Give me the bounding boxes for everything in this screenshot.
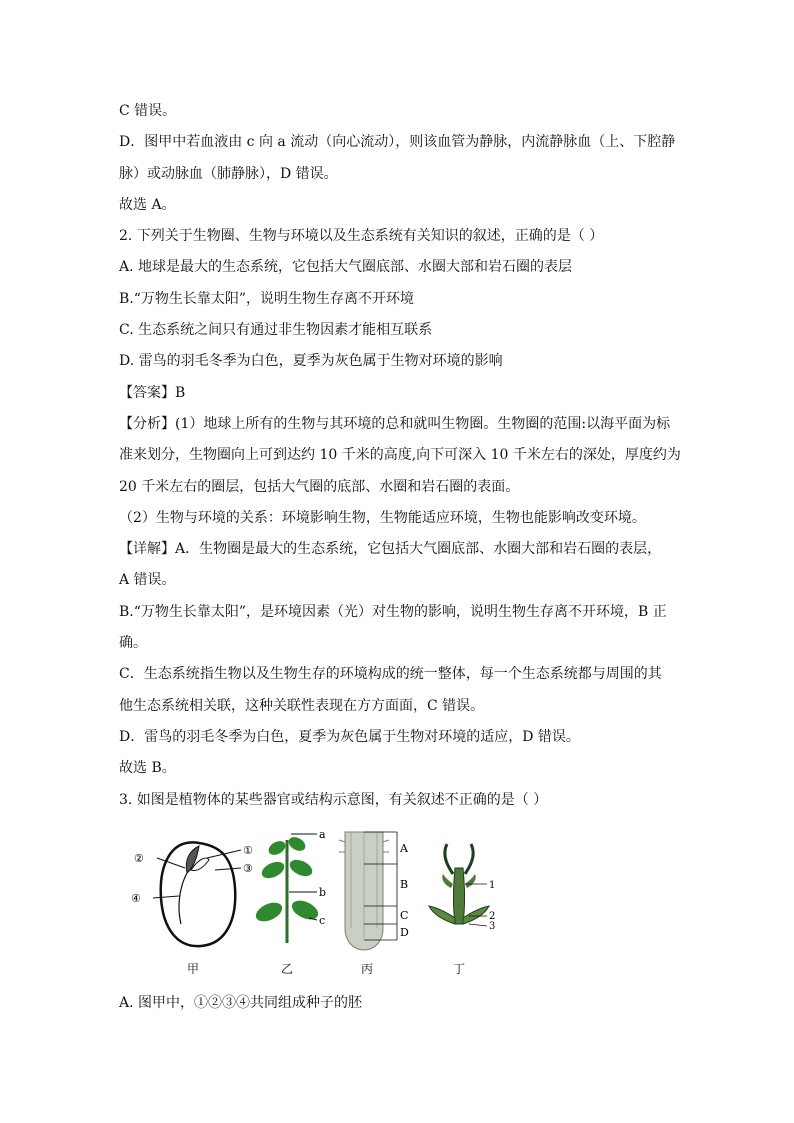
label-2: ②: [134, 851, 144, 865]
label-D: D: [400, 925, 409, 939]
text-line: C 错误。: [119, 103, 177, 119]
question-2-stem: 2. 下列关于生物圈、生物与环境以及生态系统有关知识的叙述，正确的是（ ）: [119, 228, 604, 245]
analysis-line: （2）生物与环境的关系：环境影响生物，生物能适应环境，生物也能影响改变环境。: [119, 509, 646, 526]
detail-line: 确。: [119, 635, 147, 652]
label-3: 3: [489, 920, 496, 932]
caption-ding: 丁: [453, 961, 466, 976]
text-line: 故选 A。: [119, 196, 176, 213]
caption-jia: 甲: [187, 961, 200, 976]
label-1: ①: [243, 843, 253, 857]
detail-line: 他生态系统相关联，这种关联性表现在方方面面，C 错误。: [119, 697, 485, 714]
option-b: B.“万物生长靠太阳”，说明生物生存离不开环境: [119, 290, 415, 307]
caption-yi: 乙: [281, 961, 294, 976]
figure-row: [119, 828, 679, 978]
analysis-line: 【分析】(1）地球上所有的生物与其环境的总和就叫生物圈。生物圈的范围:以海平面为标: [119, 415, 671, 432]
figure-ding: [419, 828, 509, 976]
label-a: a: [319, 827, 326, 841]
label-4: ④: [131, 891, 141, 905]
text-line: 脉）或动脉血（肺静脉），D 错误。: [119, 165, 338, 182]
analysis-line: 20 千米左右的圈层，包括大气圈的底部、水圈和岩石圈的表面。: [119, 478, 520, 495]
detail-line: 故选 B。: [119, 760, 176, 777]
analysis-line: 准来划分，生物圈向上可到达约 10 千米的高度,向下可深入 10 千米左右的深处，厚度约为: [119, 447, 681, 464]
label-c: c: [319, 913, 326, 927]
detail-line: B.“万物生长靠太阳”，是环境因素（光）对生物的影响，说明生物生存离不开环境，B 正: [119, 603, 667, 620]
figure-yi: [247, 827, 337, 976]
detail-line: A 错误。: [119, 572, 176, 589]
detail-line: 【详解】A．生物圈是最大的生态系统，它包括大气圈底部、水圈大部和岩石圈的表层，: [119, 541, 662, 558]
detail-line: C．生态系统指生物以及生物生存的环境构成的统一整体，每一个生态系统都与周围的其: [119, 666, 662, 683]
option-a: A. 地球是最大的生态系统，它包括大气圈底部、水圈大部和岩石圈的表层: [119, 259, 573, 276]
label-3: ③: [243, 861, 253, 875]
question-3-stem: 3. 如图是植物体的某些器官或结构示意图，有关叙述不正确的是（ ）: [119, 791, 548, 808]
figure-bing: [337, 828, 412, 976]
detail-line: D．雷鸟的羽毛冬季为白色，夏季为灰色属于生物对环境的适应，D 错误。: [119, 728, 580, 745]
figure-jia: [129, 828, 259, 976]
option-c: C. 生态系统之间只有通过非生物因素才能相互联系: [119, 322, 433, 339]
option-d: D. 雷鸟的羽毛冬季为白色，夏季为灰色属于生物对环境的影响: [119, 353, 503, 370]
answer-line: 【答案】B: [119, 384, 186, 401]
text-line: D．图甲中若血液由 c 向 a 流动（向心流动），则该血管为静脉，内流静脉血（上、下腔静: [119, 134, 676, 151]
document-page: [119, 96, 679, 1019]
label-2: 2: [489, 910, 496, 922]
label-B: B: [400, 877, 409, 891]
label-C: C: [400, 908, 409, 922]
label-b: b: [319, 885, 327, 899]
question-3-option-a: A. 图甲中，①②③④共同组成种子的胚: [119, 994, 363, 1011]
caption-bing: 丙: [361, 961, 374, 976]
label-1: 1: [489, 879, 496, 891]
label-A: A: [400, 841, 408, 855]
